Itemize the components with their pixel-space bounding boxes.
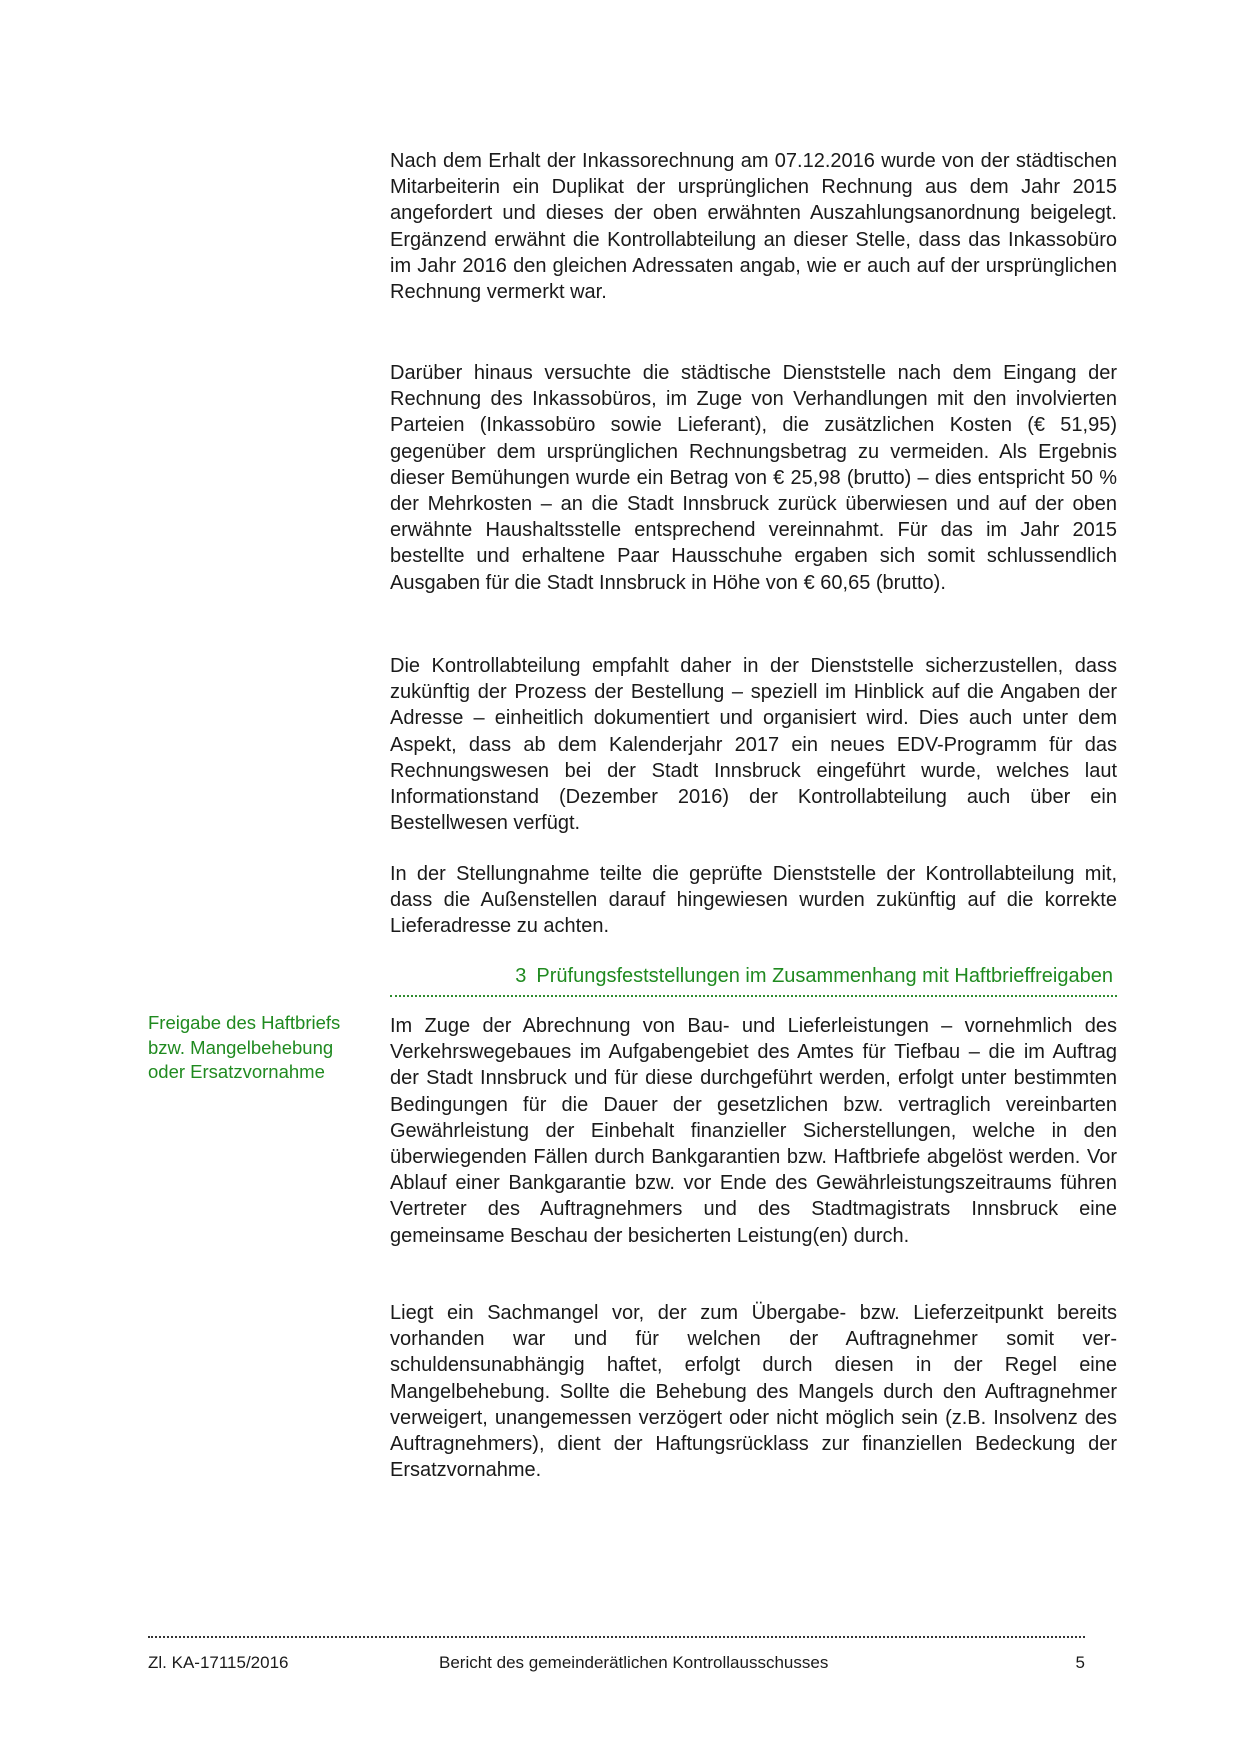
section-paragraph-1: Im Zuge der Abrechnung von Bau- und Lieferleistungen – vornehmlich des Verkehrswegebaues im Aufgabengebiet des Amtes für Tiefbau – die im Auftrag der Stadt Innsbruck und für diese durchgeführt werden, erfolgt unter bestimmten Bedingungen für die Dauer der gesetzlichen bzw. vertraglich vereinbarten Gewährleistung der Einbehalt finanzieller Sicherstellungen, welche in den überwiegenden Fällen durch Bankgarantien bzw. Haftbriefe abgelöst werden. Vor Ablauf einer Bankgarantie bzw. vor Ende des Gewährleistungszeitraums führen Vertreter des Auftragnehmers und des Stadtmagistrats Innsbruck eine gemeinsame Beschau der besicherten Leistung(en) durch. [390,1015,1117,1247]
footer-title: Bericht des gemeinderätlichen Kontrollausschusses [439,1653,829,1672]
body-paragraph-4: In der Stellungnahme teilte die geprüfte Dienststelle der Kontrollabteilung mit, dass die Außenstellen darauf hingewiesen wurden zukünftig auf die korrekte Lieferadresse zu achten. [390,863,1117,938]
margin-note-line: Freigabe des Haftbriefs [148,1012,341,1033]
section-heading [390,963,1117,997]
section-paragraph-2: Liegt ein Sachmangel vor, der zum Übergabe- bzw. Lieferzeitpunkt bereits vorhanden war und für welchen der Auftragnehmer somit verschuldensunabhängig haftet, erfolgt durch diesen in der Regel eine Mangelbehebung. Sollte die Behebung des Mangels durch den Auftragnehmer verweigert, unangemessen verzögert oder nicht möglich sein (z.B. Insolvenz des Auftragnehmers), dient der Haftungsrücklass zur finanziellen Bedeckung der Ersatzvornahme. [390,1302,1117,1482]
section-title: Prüfungsfeststellungen im Zusammenhang mit Haftbrieffreigaben [536,965,1113,987]
body-paragraph-3: Die Kontrollabteilung empfahlt daher in der Dienststelle sicherzustellen, dass zukünftig der Prozess der Bestellung – speziell im Hinblick auf die Angaben der Adresse – einheitlich dokumentiert und organisiert wird. Dies auch unter dem Aspekt, dass ab dem Kalenderjahr 2017 ein neues EDV-Programm für das Rechnungswesen bei der Stadt Innsbruck eingeführt wurde, welches laut Informationstand (Dezember 2016) der Kontrollabteilung auch über ein Bestellwesen verfügt. [390,655,1117,835]
section-heading-text [515,963,1113,989]
page-number: 5 [1075,1653,1085,1672]
margin-note-line: oder Ersatzvornahme [148,1061,325,1082]
section-number: 3 [515,965,527,987]
body-paragraph-2: Darüber hinaus versuchte die städtische Dienststelle nach dem Eingang der Rechnung des Inkassobüros, im Zuge von Verhandlungen mit den involvierten Parteien (Inkassobüro sowie Lieferant), die zusätzlichen Kosten (€ 51,95) gegenüber dem ursprünglichen Rechnungsbetrag zu vermeiden. Als Ergebnis dieser Bemühungen wurde ein Betrag von € 25,98 (brutto) – dies entspricht 50 % der Mehrkosten – an die Stadt Innsbruck zurück überwiesen und auf der oben erwähnte Haushaltsstelle entsprechend vereinnahmt. Für das im Jahr 2015 bestellte und erhaltene Paar Hausschuhe ergaben sich somit schlussendlich Ausgaben für die Stadt Innsbruck in Höhe von € 60,65 (brutto). [390,362,1117,594]
body-paragraph-1: Nach dem Erhalt der Inkassorechnung am 07.12.2016 wurde von der städtischen Mitarbeiterin ein Duplikat der ursprünglichen Rechnung aus dem Jahr 2015 angefordert und dieses der oben erwähnten Auszahlungsanordnung beigelegt. Ergänzend erwähnt die Kontrollabteilung an dieser Stelle, dass das Inkassobüro im Jahr 2016 den gleichen Adressaten angab, wie er auch auf der ursprünglichen Rechnung vermerkt war. [390,150,1117,304]
margin-note [148,1011,378,1085]
footer-reference: Zl. KA-17115/2016 [148,1653,289,1672]
footer-divider [148,1636,1085,1638]
margin-note-line: bzw. Mangelbehebung [148,1036,334,1058]
